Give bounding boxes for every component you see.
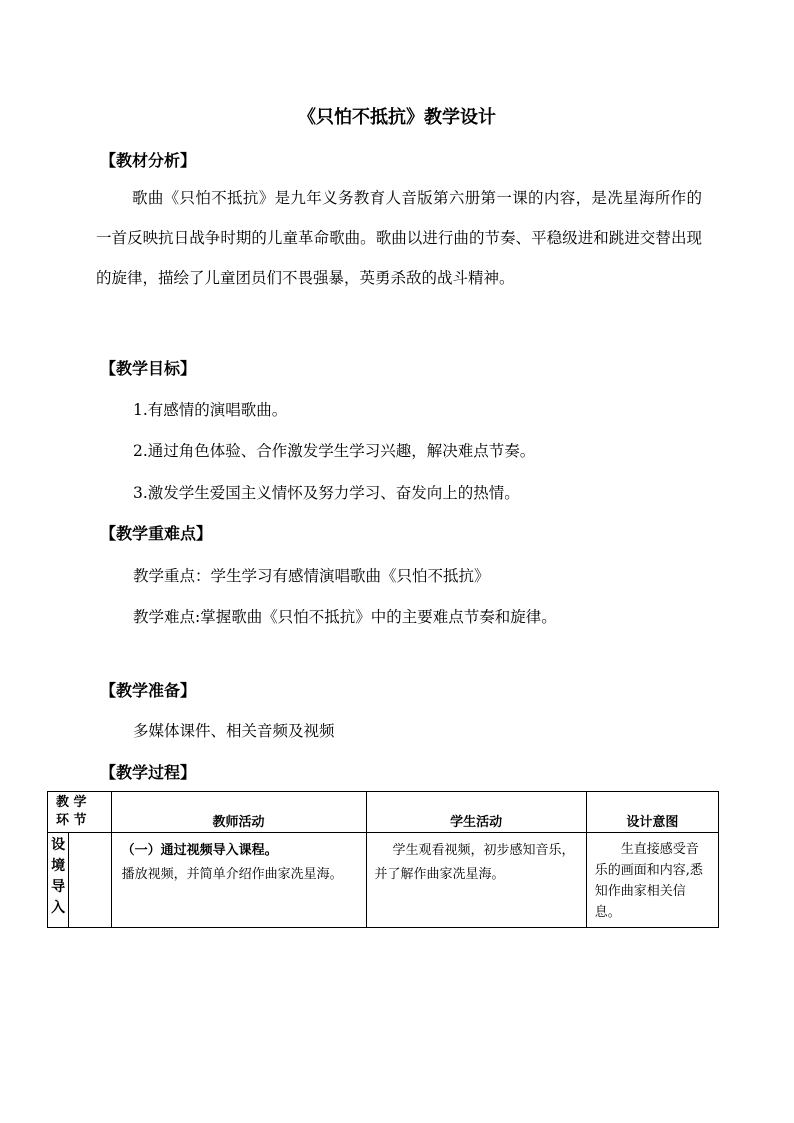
- design-intent-cell: 生直接感受音乐的画面和内容,悉知作曲家相关信息。: [586, 833, 718, 928]
- header-teacher: 教师活动: [111, 792, 366, 833]
- goal-item: 1.有感情的演唱歌曲。: [133, 401, 288, 419]
- section-heading-preparation: 【教学准备】: [100, 681, 197, 700]
- document-title: 《只怕不抵抗》教学设计: [298, 107, 496, 128]
- header-stage: [48, 792, 112, 833]
- key-point-text: 教学重点：学生学习有感情演唱歌曲《只怕不抵抗》: [133, 567, 490, 585]
- stage-cell: [48, 833, 69, 928]
- analysis-paragraph: 歌曲《只怕不抵抗》是九年义务教育人音版第六册第一课的内容，是冼星海所作的一首反映抗日战争时期的儿童革命歌曲。歌曲以进行曲的节奏、平稳级进和跳进交替出现的旋律，描绘了儿童团员们不畏强暴，英勇杀敌的战斗精神。: [96, 189, 702, 287]
- header-intent: 设计意图: [586, 792, 718, 833]
- difficulty-text: 教学难点:掌握歌曲《只怕不抵抗》中的主要难点节奏和旋律。: [133, 608, 557, 626]
- section-heading-process: 【教学过程】: [100, 763, 197, 782]
- section-heading-goals: 【教学目标】: [100, 359, 197, 378]
- header-stage-line2: 环 节: [56, 813, 87, 828]
- goal-item: 2.通过角色体验、合作激发学生学习兴趣，解决难点节奏。: [133, 442, 536, 460]
- teacher-activity-title: （一）通过视频导入课程。: [121, 843, 278, 858]
- stage-char: 境: [51, 858, 66, 874]
- process-table: [47, 791, 719, 928]
- goal-item: 3.激发学生爱国主义情怀及努力学习、奋发向上的热情。: [133, 484, 520, 502]
- stage-char: 导: [51, 879, 66, 895]
- teacher-activity-text: 播放视频，并简单介绍作曲家冼星海。: [121, 867, 343, 882]
- table-row: [48, 833, 719, 928]
- stage-char: 设: [51, 837, 66, 853]
- stage-char: 入: [51, 900, 66, 916]
- table-header-row: [48, 792, 719, 833]
- header-stage-line1: 教 学: [56, 795, 87, 810]
- section-heading-analysis: 【教材分析】: [100, 151, 197, 170]
- preparation-text: 多媒体课件、相关音频及视频: [133, 722, 335, 740]
- header-student: 学生活动: [366, 792, 586, 833]
- student-activity-cell: 学生观看视频，初步感知音乐，并了解作曲家冼星海。: [366, 833, 586, 928]
- section-heading-key-points: 【教学重难点】: [100, 524, 213, 543]
- teacher-activity-cell: [111, 833, 366, 928]
- stage-sub-cell: [69, 833, 111, 928]
